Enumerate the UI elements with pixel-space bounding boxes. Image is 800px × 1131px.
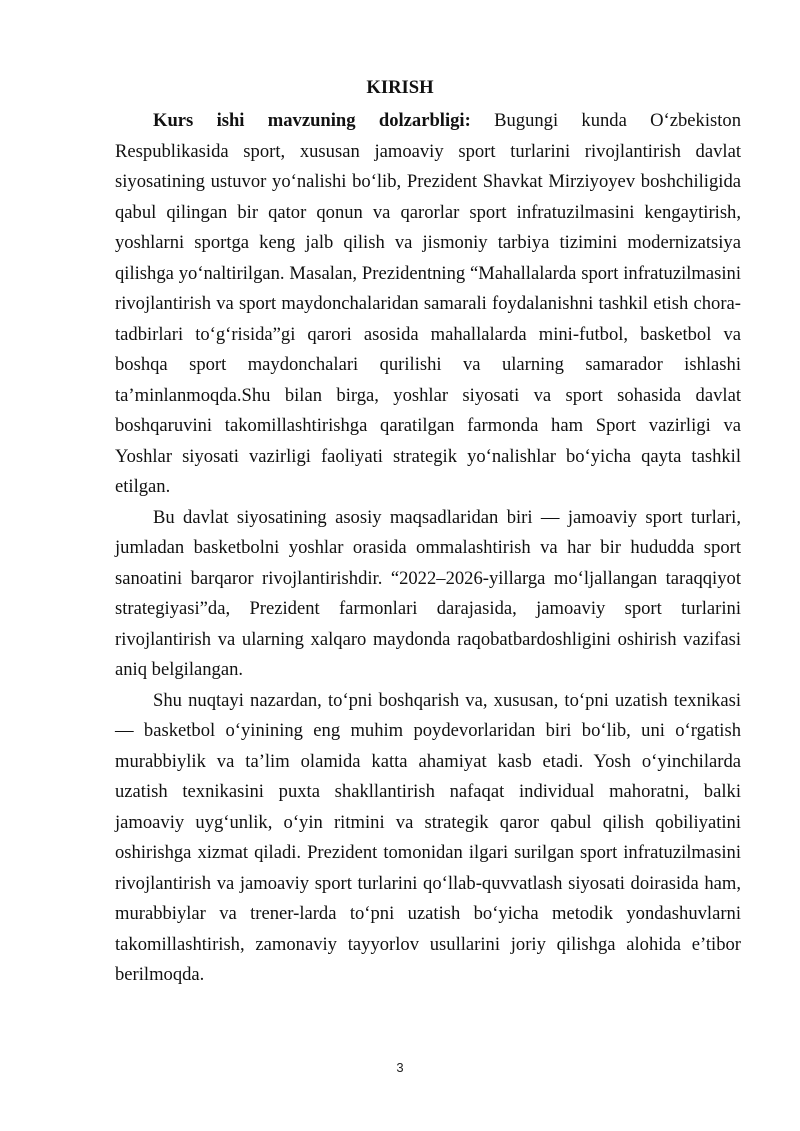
paragraph-state-policy: Bu davlat siyosatining asosiy maqsadlaridan biri — jamoaviy sport turlari, jumladan basketbolni yoshlar orasida ommalashtirish va har bir hududda sport sanoatini barqaror rivojlantirishdir. “2022–2026-yillarga mo‘ljallangan taraqqiyot strategiyasi”da, Prezident farmonlari darajasida, jamoaviy sport turlarini rivojlantirish va ularning xalqaro maydonda raqobatbardoshligini oshirish vazifasi aniq belgilangan. — [115, 506, 741, 680]
paragraph-passing-technique: Shu nuqtayi nazardan, to‘pni boshqarish va, xususan, to‘pni uzatish texnikasi — basketbol o‘yinining eng muhim poydevorlaridan biri bo‘lib, uni o‘rgatish murabbiylik va ta’lim olamida katta ahamiyat kasb etadi. Yosh o‘yinchilarda uzatish texnikasini puxta shakllantirish nafaqat individual mahoratni, balki jamoaviy uyg‘unlik, o‘yin ritmini va strategik qaror qabul qilish qobiliyatini oshirishga xizmat qiladi. Prezident tomonidan ilgari surilgan sport infratuzilmasini rivojlantirish va jamoaviy sport turlarini qo‘llab-quvvatlash siyosati doirasida ham, murabbiylar va trener-larda to‘pni uzatish bo‘yicha metodik yondashuvlarni takomillashtirish, zamonaviy tayyorlov usullarini joriy qilishga alohida e’tibor berilmoqda. — [115, 689, 741, 985]
paragraph-relevance — [115, 106, 741, 503]
page-heading: KIRISH — [366, 77, 434, 98]
paragraph-lead: Kurs ishi mavzuning dolzarbligi: — [153, 110, 471, 131]
body-text — [115, 106, 741, 991]
page-number: 3 — [396, 1060, 404, 1075]
paragraph-text: Bugungi kunda O‘zbekiston Respublikasida sport, xususan jamoaviy sport turlarini rivojlantirish davlat siyosatining ustuvor yo‘nalishi bo‘lib, Prezident Shavkat Mirziyoyev boshchiligida qabul qilingan bir qator qonun va qarorlar sport infratuzilmasini kengaytirish, yoshlarni sportga keng jalb qilish va jismoniy tarbiya tizimini modernizatsiya qilishga yo‘naltirilgan. Masalan, Prezidentning “Mahallalarda sport infratuzilmasini rivojlantirish va sport maydonchalaridan samarali foydalanishni tashkil etish chora-tadbirlari to‘g‘risida”gi qarori asosida mahallalarda mini-futbol, basketbol va boshqa sport maydonchalari qurilishi va ularning samarador ishlashi ta’minlanmoqda.Shu bilan birga, yoshlar siyosati va sport sohasida davlat boshqaruvini takomillashtirishga qaratilgan farmonda ham Sport vazirligi va Yoshlar siyosati vazirligi faoliyati strategik yo‘nalishlar bo‘yicha qayta tashkil etilgan. — [115, 110, 741, 497]
